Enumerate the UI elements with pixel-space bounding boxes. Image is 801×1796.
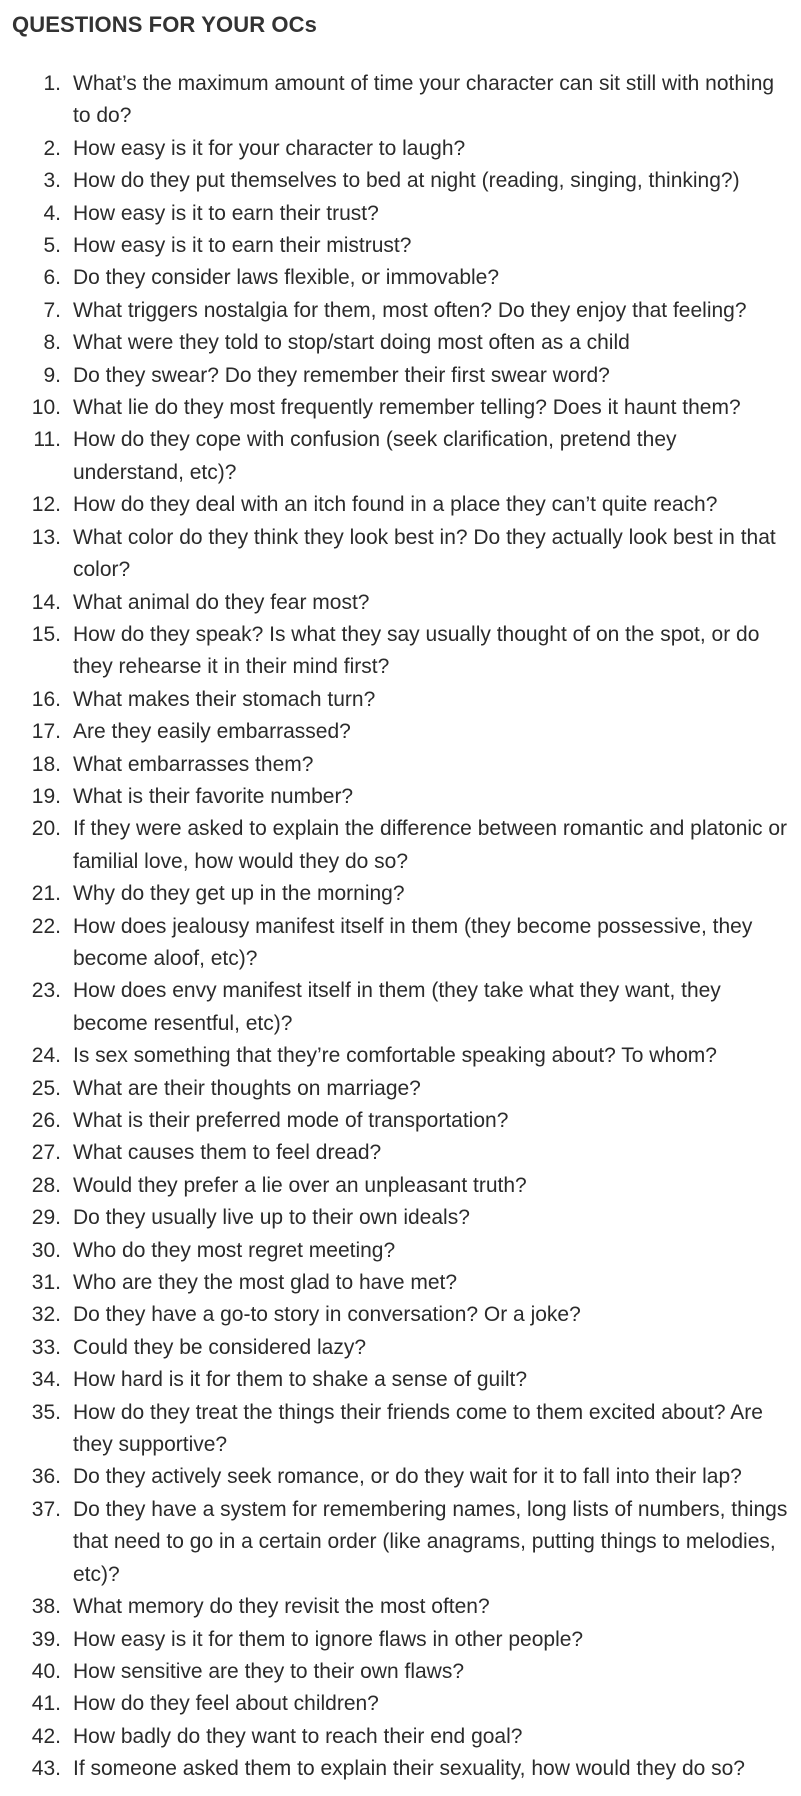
question-text: Do they usually live up to their own ideals? — [73, 1206, 470, 1230]
question-text: What embarrasses them? — [73, 752, 314, 776]
question-number: 6. — [43, 266, 61, 290]
question-item — [0, 1170, 801, 1202]
question-text: What color do they think they look best in? Do they actually look best in that color? — [73, 525, 776, 582]
question-number: 24. — [31, 1044, 61, 1068]
question-number: 18. — [31, 752, 61, 776]
question-text: How do they cope with confusion (seek clarification, pretend they understand, etc)? — [73, 428, 677, 484]
question-number: 42. — [31, 1724, 61, 1748]
question-number: 17. — [31, 720, 61, 744]
question-text: Who are they the most glad to have met? — [73, 1271, 458, 1295]
question-item — [0, 1040, 801, 1072]
question-item — [0, 392, 801, 424]
question-item — [0, 133, 801, 165]
question-text: What is their favorite number? — [73, 784, 354, 808]
question-text: What’s the maximum amount of time your character can sit still with nothing to do? — [73, 72, 775, 128]
question-item — [0, 781, 801, 813]
question-item — [0, 1688, 801, 1720]
question-list — [0, 68, 801, 1786]
question-item — [0, 1332, 801, 1364]
question-text: Are they easily embarrassed? — [73, 720, 351, 744]
question-item — [0, 1073, 801, 1105]
question-number: 3. — [43, 169, 61, 193]
question-item — [0, 813, 801, 878]
question-text: What animal do they fear most? — [73, 590, 370, 614]
question-number: 29. — [31, 1206, 61, 1230]
question-text: Do they consider laws flexible, or immovable? — [73, 266, 500, 290]
question-text: How do they put themselves to bed at night (reading, singing, thinking?) — [73, 169, 740, 193]
question-text: How do they feel about children? — [73, 1692, 379, 1716]
question-item — [0, 1624, 801, 1656]
question-item — [0, 1364, 801, 1396]
question-item — [0, 1105, 801, 1137]
question-number: 30. — [31, 1238, 61, 1262]
question-number: 2. — [43, 136, 61, 160]
question-item — [0, 1267, 801, 1299]
question-number: 10. — [31, 396, 61, 420]
question-number: 23. — [31, 979, 61, 1003]
question-text: What are their thoughts on marriage? — [73, 1076, 421, 1100]
question-text: How does jealousy manifest itself in them (they become possessive, they become aloof, etc)? — [73, 914, 753, 970]
question-text: If they were asked to explain the difference between romantic and platonic or familial love, how would they do so? — [73, 817, 788, 873]
question-number: 43. — [31, 1757, 61, 1781]
question-number: 31. — [31, 1271, 61, 1295]
question-item — [0, 489, 801, 521]
question-text: What lie do they most frequently remember telling? Does it haunt them? — [73, 396, 741, 420]
question-item — [0, 165, 801, 197]
question-number: 9. — [43, 363, 61, 387]
question-item — [0, 619, 801, 684]
question-number: 1. — [43, 72, 61, 95]
question-text: What causes them to feel dread? — [73, 1141, 382, 1165]
question-item — [0, 198, 801, 230]
question-item — [0, 911, 801, 976]
question-item — [0, 1461, 801, 1493]
question-item — [0, 684, 801, 716]
question-text: What were they told to stop/start doing most often as a child — [73, 331, 630, 355]
question-number: 4. — [43, 201, 61, 225]
question-item — [0, 1591, 801, 1623]
question-text: Is sex something that they’re comfortable speaking about? To whom? — [73, 1044, 717, 1068]
question-number: 14. — [31, 590, 61, 614]
question-text: Why do they get up in the morning? — [73, 882, 405, 906]
question-item — [0, 424, 801, 489]
question-number: 33. — [31, 1335, 61, 1359]
question-number: 22. — [31, 914, 61, 938]
question-number: 37. — [31, 1497, 61, 1521]
question-text: How hard is it for them to shake a sense of guilt? — [73, 1368, 528, 1392]
question-text: What triggers nostalgia for them, most often? Do they enjoy that feeling? — [73, 298, 747, 322]
question-text: How easy is it for them to ignore flaws in other people? — [73, 1627, 584, 1651]
question-item — [0, 716, 801, 748]
question-item — [0, 1721, 801, 1753]
question-number: 41. — [31, 1692, 61, 1716]
document-title: QUESTIONS FOR YOUR OCs — [12, 12, 317, 37]
question-text: What memory do they revisit the most often? — [73, 1595, 490, 1619]
question-number: 36. — [31, 1465, 61, 1489]
question-number: 8. — [43, 331, 61, 355]
question-text: Do they swear? Do they remember their first swear word? — [73, 363, 610, 387]
question-item — [0, 522, 801, 587]
question-text: Who do they most regret meeting? — [73, 1238, 396, 1262]
question-text: Could they be considered lazy? — [73, 1335, 367, 1359]
question-item — [0, 327, 801, 359]
question-item — [0, 1494, 801, 1591]
question-text: Do they actively seek romance, or do they wait for it to fall into their lap? — [73, 1465, 742, 1489]
question-item — [0, 295, 801, 327]
question-number: 40. — [31, 1659, 61, 1683]
question-number: 35. — [31, 1400, 61, 1424]
question-item — [0, 360, 801, 392]
question-item — [0, 1397, 801, 1462]
question-number: 38. — [31, 1595, 61, 1619]
question-text: Do they have a go-to story in conversation? Or a joke? — [73, 1303, 581, 1327]
question-text: How do they deal with an itch found in a place they can’t quite reach? — [73, 493, 718, 517]
question-number: 25. — [31, 1076, 61, 1100]
question-number: 13. — [31, 525, 61, 549]
question-item — [0, 975, 801, 1040]
question-number: 5. — [43, 234, 61, 258]
question-text: How does envy manifest itself in them (they take what they want, they become resentful, etc)? — [73, 979, 721, 1035]
question-number: 16. — [31, 687, 61, 711]
question-text: How easy is it for your character to laugh? — [73, 136, 466, 160]
question-item — [0, 878, 801, 910]
question-number: 15. — [31, 622, 61, 646]
question-text: How badly do they want to reach their end goal? — [73, 1724, 523, 1748]
question-item — [0, 749, 801, 781]
question-item — [0, 1137, 801, 1169]
question-number: 20. — [31, 817, 61, 841]
question-item — [0, 68, 801, 133]
question-item — [0, 1656, 801, 1688]
question-text: Do they have a system for remembering names, long lists of numbers, things that need to go in a certain order (like anagrams, putting things to melodies, etc)? — [73, 1497, 788, 1586]
question-text: How do they speak? Is what they say usually thought of on the spot, or do they rehearse it in their mind first? — [73, 622, 760, 679]
question-text: How easy is it to earn their mistrust? — [73, 234, 412, 258]
question-number: 39. — [31, 1627, 61, 1651]
question-item — [0, 587, 801, 619]
question-text: How do they treat the things their friends come to them excited about? Are they supportive? — [73, 1400, 763, 1457]
question-number: 27. — [31, 1141, 61, 1165]
question-number: 12. — [31, 493, 61, 517]
question-number: 28. — [31, 1173, 61, 1197]
question-text: What makes their stomach turn? — [73, 687, 376, 711]
question-item — [0, 1753, 801, 1785]
question-number: 21. — [31, 882, 61, 906]
question-number: 34. — [31, 1368, 61, 1392]
question-number: 11. — [33, 428, 61, 452]
question-number: 19. — [31, 784, 61, 808]
question-number: 32. — [31, 1303, 61, 1327]
question-item — [0, 1202, 801, 1234]
question-item — [0, 230, 801, 262]
question-text: What is their preferred mode of transportation? — [73, 1109, 509, 1132]
question-number: 26. — [31, 1109, 61, 1132]
question-item — [0, 262, 801, 294]
question-item — [0, 1235, 801, 1267]
question-number: 7. — [43, 298, 61, 322]
question-text: How sensitive are they to their own flaws? — [73, 1659, 465, 1683]
question-text: Would they prefer a lie over an unpleasant truth? — [73, 1173, 527, 1197]
question-text: How easy is it to earn their trust? — [73, 201, 379, 225]
question-item — [0, 1299, 801, 1331]
question-text: If someone asked them to explain their sexuality, how would they do so? — [73, 1757, 745, 1781]
